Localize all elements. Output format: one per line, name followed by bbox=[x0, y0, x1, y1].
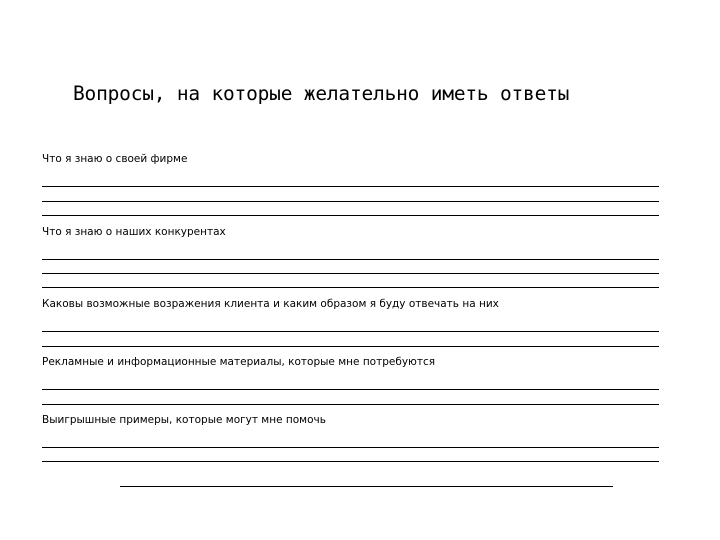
answer-line[interactable] bbox=[42, 346, 659, 347]
question-label: Выигрышные примеры, которые могут мне помочь bbox=[42, 414, 326, 426]
page-title: Вопросы, на которые желательно иметь ответы bbox=[73, 82, 570, 105]
question-label: Каковы возможные возражения клиента и каким образом я буду отвечать на них bbox=[42, 298, 499, 310]
answer-line[interactable] bbox=[42, 273, 659, 274]
answer-line[interactable] bbox=[42, 331, 659, 332]
answer-line[interactable] bbox=[42, 259, 659, 260]
answer-line[interactable] bbox=[42, 215, 659, 216]
question-label: Что я знаю о наших конкурентах bbox=[42, 226, 226, 238]
answer-line[interactable] bbox=[42, 447, 659, 448]
question-label: Рекламные и информационные материалы, которые мне потребуются bbox=[42, 356, 436, 368]
answer-line[interactable] bbox=[42, 186, 659, 187]
answer-line[interactable] bbox=[42, 404, 659, 405]
question-label: Что я знаю о своей фирме bbox=[42, 153, 188, 165]
answer-line[interactable] bbox=[42, 389, 659, 390]
answer-line[interactable] bbox=[42, 201, 659, 202]
answer-line[interactable] bbox=[42, 287, 659, 288]
answer-line[interactable] bbox=[42, 461, 659, 462]
closing-divider bbox=[120, 486, 613, 487]
